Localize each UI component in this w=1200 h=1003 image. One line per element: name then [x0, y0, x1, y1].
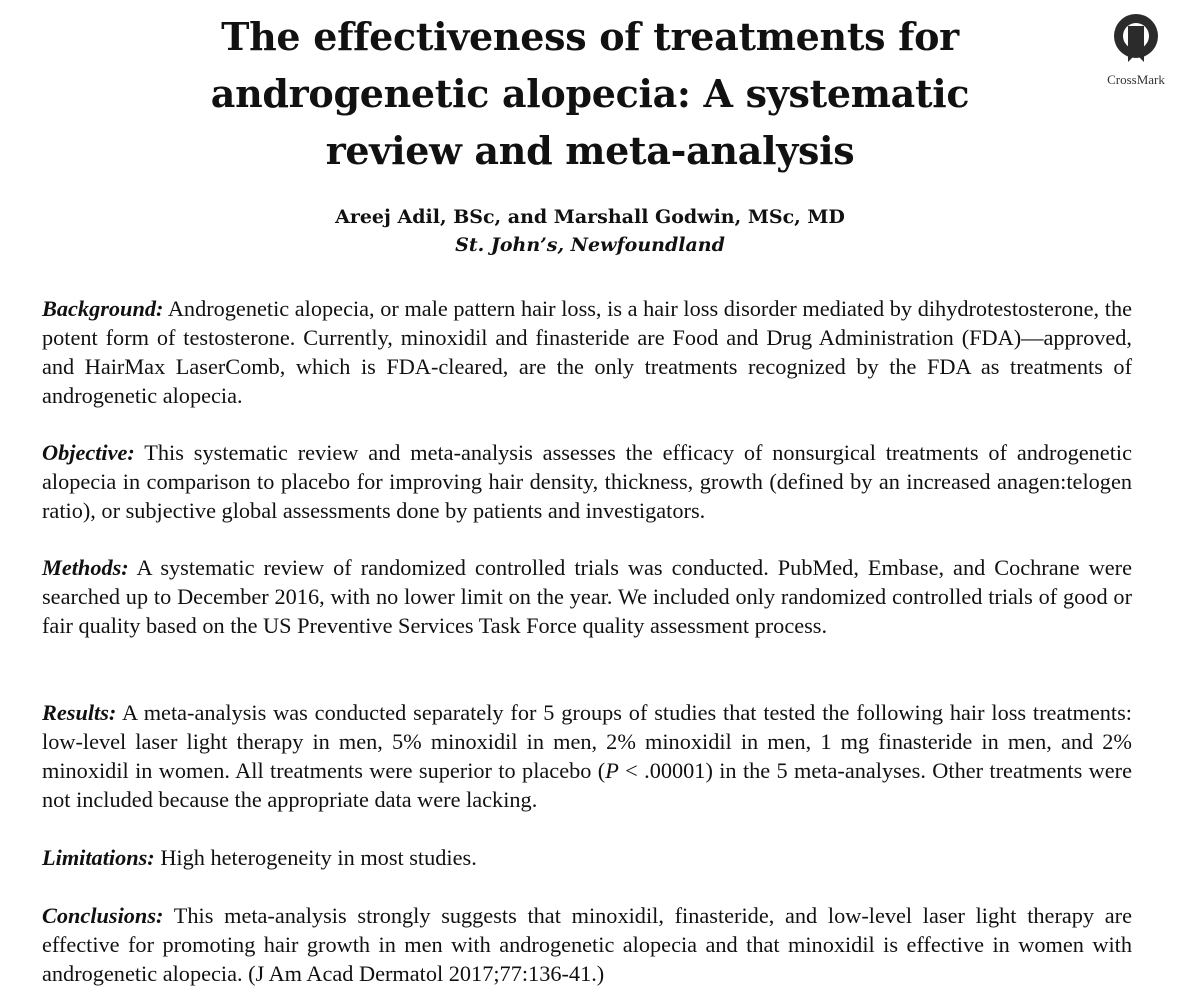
- abstract-objective: [42, 438, 1132, 525]
- section-label: Objective:: [42, 440, 135, 465]
- abstract-limitations: [42, 843, 1132, 872]
- section-text: This systematic review and meta-analysis assesses the efficacy of nonsurgical treatments of androgenetic alopecia in comparison to placebo for improving hair density, thickness, growth (defined by an increased anagen:telogen ratio), or subjective global assessments done by patients and investigators.: [42, 440, 1132, 523]
- section-label: Methods:: [42, 555, 129, 580]
- crossmark-icon: [1112, 12, 1160, 70]
- p-value: < .00001: [618, 758, 706, 783]
- section-label: Results:: [42, 700, 117, 725]
- section-text: A systematic review of randomized controlled trials was conducted. PubMed, Embase, and Cochrane were searched up to December 2016, with no lower limit on the year. We included only randomized controlled trials of good or fair quality based on the US Preventive Services Task Force quality assessment process.: [42, 555, 1132, 638]
- crossmark-badge[interactable]: [1096, 12, 1176, 88]
- section-text: This meta-analysis strongly suggests that minoxidil, finasteride, and low-level laser light therapy are effective for promoting hair growth in men with androgenetic alopecia and that minoxidil is effective in women with androgenetic alopecia. (J Am Acad Dermatol 2017;77:136-41.): [42, 903, 1132, 986]
- section-label: Conclusions:: [42, 903, 164, 928]
- affiliation: St. John’s, Newfoundland: [455, 234, 725, 256]
- section-text: ) in the 5 meta-analyses. Other treatments were not included because the appropriate data were lacking.: [42, 758, 1132, 812]
- crossmark-label: CrossMark: [1107, 72, 1165, 87]
- section-label: Background:: [42, 296, 164, 321]
- abstract-conclusions: [42, 901, 1132, 988]
- section-text: A meta-analysis was conducted separately for 5 groups of studies that tested the following hair loss treatments: low-level laser light therapy in men, 5% minoxidil in men, 2% minoxidil in men, 1 mg finasteride in men, and 2% minoxidil in women. All treatments were superior to placebo (: [42, 700, 1132, 783]
- abstract-methods: [42, 553, 1132, 640]
- abstract-background: [42, 294, 1132, 410]
- section-label: Limitations:: [42, 845, 155, 870]
- article-title: The effectiveness of treatments for androgenetic alopecia: A systematic review and meta-analysis: [210, 14, 970, 173]
- abstract-results: [42, 698, 1132, 814]
- section-text: High heterogeneity in most studies.: [154, 845, 477, 870]
- p-symbol: P: [605, 758, 619, 783]
- section-text: Androgenetic alopecia, or male pattern hair loss, is a hair loss disorder mediated by dihydrotestosterone, the potent form of testosterone. Currently, minoxidil and finasteride are Food and Drug Administration (FDA)—approved, and HairMax LaserComb, which is FDA-cleared, are the only treatments recognized by the FDA as treatments of androgenetic alopecia.: [42, 296, 1132, 408]
- author-list: Areej Adil, BSc, and Marshall Godwin, MSc, MD: [335, 206, 845, 228]
